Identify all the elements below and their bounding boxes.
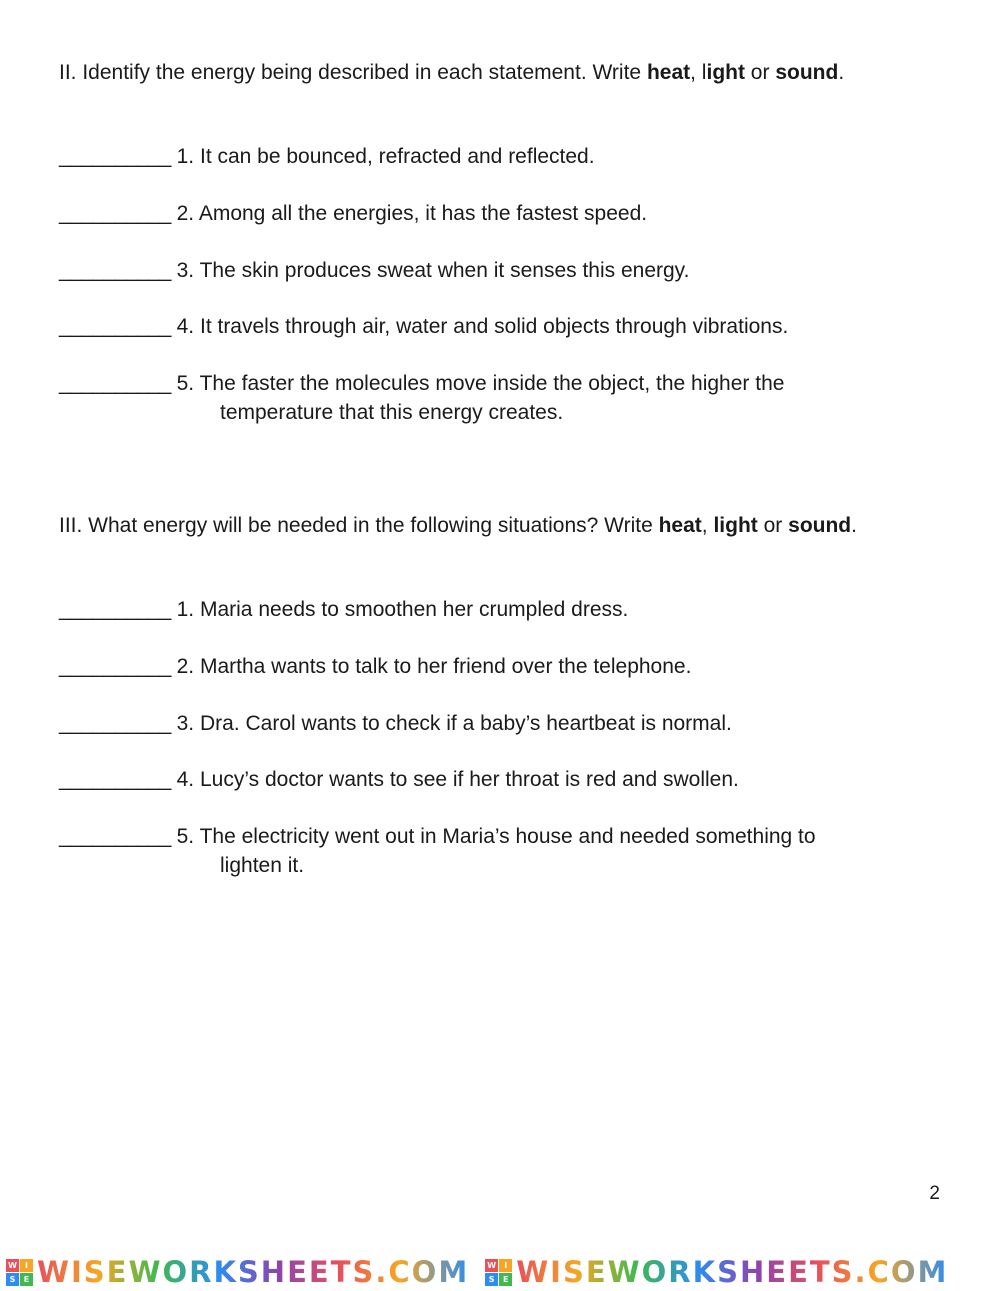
question-text: 5. The faster the molecules move inside the object, the higher the <box>170 372 785 395</box>
section-3-item-1 <box>59 595 628 624</box>
logo-blocks-icon: W I S E <box>485 1259 512 1286</box>
answer-blank[interactable]: __________ <box>59 145 171 168</box>
answer-blank[interactable]: __________ <box>59 825 171 848</box>
question-text: 2. Martha wants to talk to her friend over the telephone. <box>170 655 692 678</box>
section-2-item-5 <box>59 369 784 427</box>
question-text: 4. Lucy’s doctor wants to see if her throat is red and swollen. <box>170 768 739 791</box>
section-2-item-4 <box>59 312 788 341</box>
question-text-continued: temperature that this energy creates. <box>220 401 564 424</box>
question-text: 4. It travels through air, water and solid objects through vibrations. <box>170 315 789 338</box>
answer-blank[interactable]: __________ <box>59 372 171 395</box>
section-3-item-2 <box>59 652 691 681</box>
question-text: 1. Maria needs to smoothen her crumpled dress. <box>170 598 629 621</box>
section-2-item-2 <box>59 199 647 228</box>
section-3-heading: III. What energy will be needed in the following situations? Write heat, light or sound. <box>59 514 857 537</box>
keyword-heat: heat <box>658 514 702 537</box>
keyword-sound: sound <box>775 61 839 84</box>
answer-blank[interactable]: __________ <box>59 598 171 621</box>
question-text: 5. The electricity went out in Maria’s house and needed something to <box>170 825 816 848</box>
answer-blank[interactable]: __________ <box>59 768 171 791</box>
page-number: 2 <box>929 1183 940 1204</box>
footer-watermark <box>0 1253 1000 1291</box>
question-text: 3. Dra. Carol wants to check if a baby’s heartbeat is normal. <box>170 712 732 735</box>
answer-blank[interactable]: __________ <box>59 655 171 678</box>
answer-blank[interactable]: __________ <box>59 315 171 338</box>
section-3-item-5 <box>59 822 816 880</box>
section-2-item-3 <box>59 256 689 285</box>
answer-blank[interactable]: __________ <box>59 712 171 735</box>
brand-logo <box>0 1255 469 1289</box>
section-3-item-3 <box>59 709 732 738</box>
question-text: 1. It can be bounced, refracted and reflected. <box>170 145 595 168</box>
keyword-light: ight <box>706 61 745 84</box>
section-2-heading: II. Identify the energy being described in each statement. Write heat, light or sound. <box>59 61 845 84</box>
keyword-heat: heat <box>646 61 691 84</box>
answer-blank[interactable]: __________ <box>59 202 171 225</box>
brand-text: WISEWORKSHEETS.COM <box>516 1255 949 1289</box>
section-2-item-1 <box>59 142 595 171</box>
keyword-sound: sound <box>788 514 852 537</box>
keyword-light: light <box>713 514 758 537</box>
brand-text: WISEWORKSHEETS.COM <box>37 1255 470 1289</box>
section-3-item-4 <box>59 765 739 794</box>
question-text: 2. Among all the energies, it has the fastest speed. <box>170 202 648 225</box>
question-text: 3. The skin produces sweat when it senses this energy. <box>170 259 690 282</box>
answer-blank[interactable]: __________ <box>59 259 171 282</box>
brand-logo <box>479 1255 948 1289</box>
logo-blocks-icon: W I S E <box>6 1259 33 1286</box>
question-text-continued: lighten it. <box>220 854 305 877</box>
